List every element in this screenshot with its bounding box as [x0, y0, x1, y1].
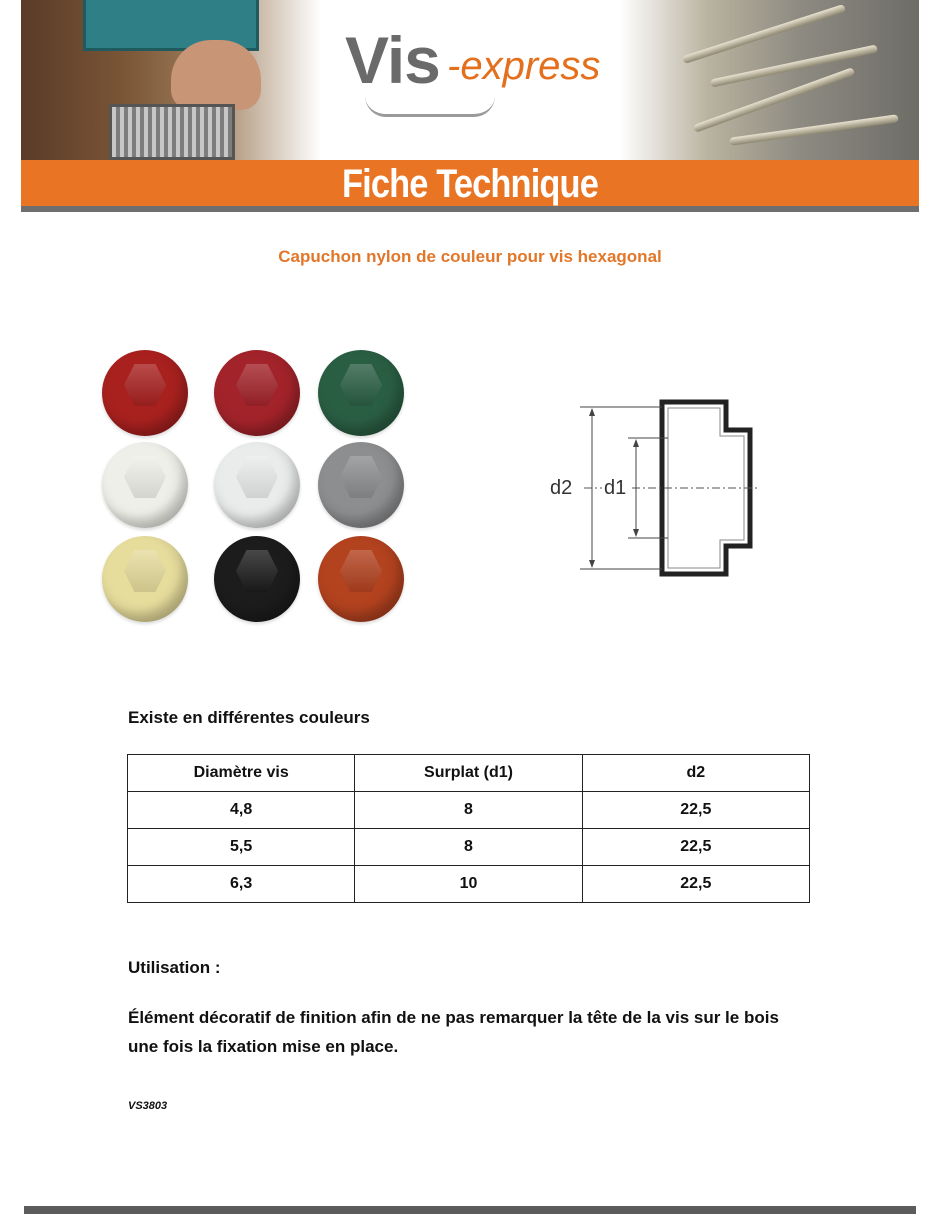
banner-photo-area — [21, 0, 919, 160]
hex-head — [340, 550, 382, 592]
specs-table — [127, 754, 810, 903]
workshop-photo — [21, 0, 321, 160]
hex-head — [236, 364, 278, 406]
logo-text-express: -express — [447, 44, 601, 88]
color-cap — [214, 536, 300, 622]
availability-note: Existe en différentes couleurs — [128, 708, 370, 727]
table-row — [128, 866, 810, 903]
cell-screw-diameter: 4,8 — [128, 792, 355, 829]
hex-head — [124, 364, 166, 406]
color-cap — [102, 350, 188, 436]
screw-image — [729, 114, 898, 146]
d2-label: d2 — [550, 477, 573, 499]
logo-swoosh — [365, 96, 495, 117]
screws-photo — [619, 0, 919, 160]
logo-text-vis: Vis — [345, 23, 440, 97]
hex-head — [340, 364, 382, 406]
header-d2: d2 — [582, 755, 809, 792]
cell-d2: 22,5 — [582, 866, 809, 903]
product-title: Capuchon nylon de couleur pour vis hexagonal — [278, 247, 662, 266]
cell-screw-diameter: 5,5 — [128, 829, 355, 866]
color-cap — [214, 350, 300, 436]
cap-dimension-diagram — [544, 394, 774, 584]
footer-bar — [24, 1206, 916, 1214]
cell-d2: 22,5 — [582, 792, 809, 829]
table-row — [128, 829, 810, 866]
table-row — [128, 792, 810, 829]
hand-image — [171, 40, 261, 110]
color-cap — [102, 536, 188, 622]
hex-head — [124, 456, 166, 498]
product-reference: VS3803 — [128, 1100, 168, 1112]
color-cap — [318, 350, 404, 436]
d2-arrow-top — [589, 408, 595, 416]
usage-heading: Utilisation : — [128, 958, 221, 977]
color-cap — [318, 442, 404, 528]
color-cap — [214, 442, 300, 528]
diagram-svg — [544, 394, 774, 584]
cell-across-flats: 8 — [355, 792, 582, 829]
hex-head — [236, 550, 278, 592]
header-screw-diameter: Diamètre vis — [128, 755, 355, 792]
d1-arrow-top — [633, 439, 639, 447]
banner-title: Fiche Technique — [342, 162, 598, 206]
cell-d2: 22,5 — [582, 829, 809, 866]
hex-head — [124, 550, 166, 592]
header-across-flats: Surplat (d1) — [355, 755, 582, 792]
color-caps-image — [100, 346, 410, 626]
hex-head — [236, 456, 278, 498]
cell-across-flats: 8 — [355, 829, 582, 866]
hex-head — [340, 456, 382, 498]
screw-box-image — [109, 104, 235, 160]
table-header-row — [128, 755, 810, 792]
d1-arrow-bottom — [633, 529, 639, 537]
color-cap — [102, 442, 188, 528]
cell-screw-diameter: 6,3 — [128, 866, 355, 903]
header-banner — [21, 0, 919, 212]
vis-express-logo — [345, 18, 605, 118]
banner-divider — [21, 206, 919, 212]
usage-description: Élément décoratif de finition afin de ne pas remarquer la tête de la vis sur le bois une fois la fixation mise en place. — [128, 1008, 779, 1056]
d1-label: d1 — [604, 477, 627, 499]
d2-arrow-bottom — [589, 560, 595, 568]
color-cap — [318, 536, 404, 622]
cell-across-flats: 10 — [355, 866, 582, 903]
screw-image — [710, 44, 878, 87]
